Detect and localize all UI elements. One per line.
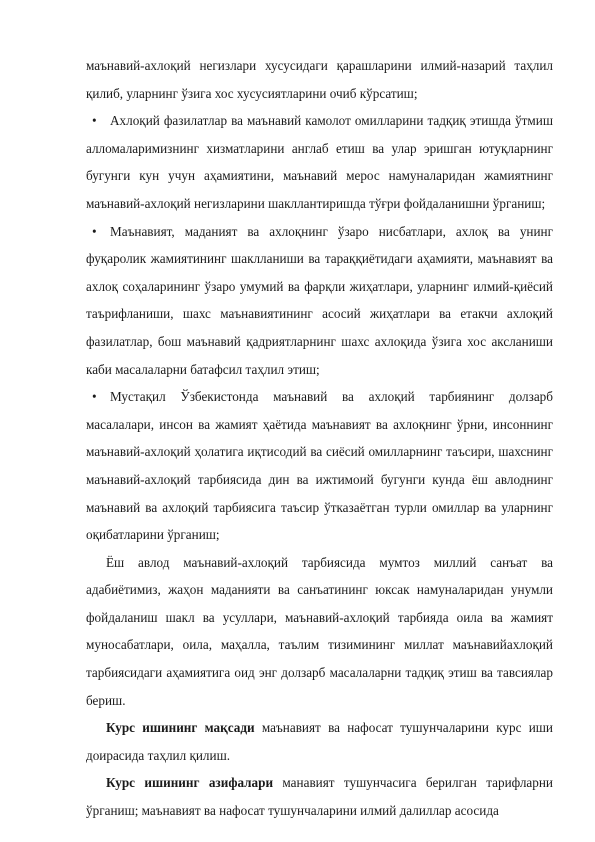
- goal-label: Курс ишининг мақсади: [106, 720, 255, 736]
- goal-text: маънавият ва нафосат тушунчаларини курс иши доирасида таҳлил қилиш.: [86, 720, 553, 763]
- tasks-text: манавият тушунчасига берилган тарифларни ўрганиш; маънавият ва нафосат тушунчаларини илмий далиллар асосида: [86, 775, 553, 819]
- bullet-item-1: [86, 107, 553, 217]
- document-page: [86, 52, 553, 825]
- bullet-icon: •: [92, 223, 97, 239]
- bullet-icon: •: [92, 113, 97, 129]
- goal-paragraph: [86, 714, 553, 769]
- tasks-paragraph: [86, 769, 553, 824]
- bullet-icon: •: [92, 389, 97, 405]
- bullet-text-1: Ахлоқий фазилатлар ва маънавий камолот омилларини тадқиқ этишда ўтмиш алломаларимизнинг хизматларини англаб етиш ва улар эришган ютуқларнинг бугунги кун учун аҳамиятини, маънавий мерос намуналаридан жамиятнинг маънавий-ахлоқий негизларини шакллантиришда тўғри фойдаланишни ўрганиш;: [86, 113, 553, 211]
- bullet-text-3: Мустақил Ўзбекистонда маънавий ва ахлоқий тарбиянинг долзарб масалалари, инсон ва жамият ҳаётида маънавият ва ахлоқнинг ўрни, инсоннинг маънавий-ахлоқий ҳолатига иқтисодий ва сиёсий омилларнинг таъсири, шахснинг маънавий-ахлоқий тарбиясида дин ва ижтимоий бугунги кунда ёш авлоднинг маънавий ва ахлоқий тарбиясига таъсир ўтказаётган турли омиллар ва уларнинг оқибатларини ўрганиш;: [86, 389, 553, 543]
- tasks-label: Курс ишининг азифалари: [106, 775, 274, 791]
- bullet-item-2: [86, 218, 553, 384]
- bullet-text-2: Маънавият, маданият ва ахлоқнинг ўзаро нисбатлари, ахлоқ ва унинг фуқаролик жамиятининг шаклланиши ва тараққиётидаги аҳамияти, маънавият ва ахлоқ соҳаларининг ўзаро умумий ва фарқли жиҳатлари, уларнинг илмий-қиёсий таърифланиши, шахс маънавиятининг асосий жиҳатлари ва етакчи ахлоқий фазилатлар, бош маънавий қадриятларнинг шахс ахлоқида ўзига хос аксланиши каби масалаларни батафсил таҳлил этиш;: [86, 223, 553, 377]
- bullet-item-3: [86, 383, 553, 549]
- youth-paragraph: Ёш авлод маънавий-ахлоқий тарбиясида мумтоз миллий санъат ва адабиётимиз, жаҳон маданияти ва санъатининг юксак намуналаридан унумли фойдаланиш шакл ва усуллари, маънавий-ахлоқий тарбияда оила ва жамият муносабатлари, оила, маҳалла, таълим тизимининг миллат маънавийахлоқий тарбиясидаги аҳамиятига оид энг долзарб масалаларни тадқиқ этиш ва тавсиялар бериш.: [86, 554, 553, 708]
- intro-paragraph: маънавий-ахлоқий негизлари хусусидаги қарашларини илмий-назарий таҳлил қилиб, уларнинг ўзига хос хусусиятларини очиб кўрсатиш;: [86, 58, 553, 101]
